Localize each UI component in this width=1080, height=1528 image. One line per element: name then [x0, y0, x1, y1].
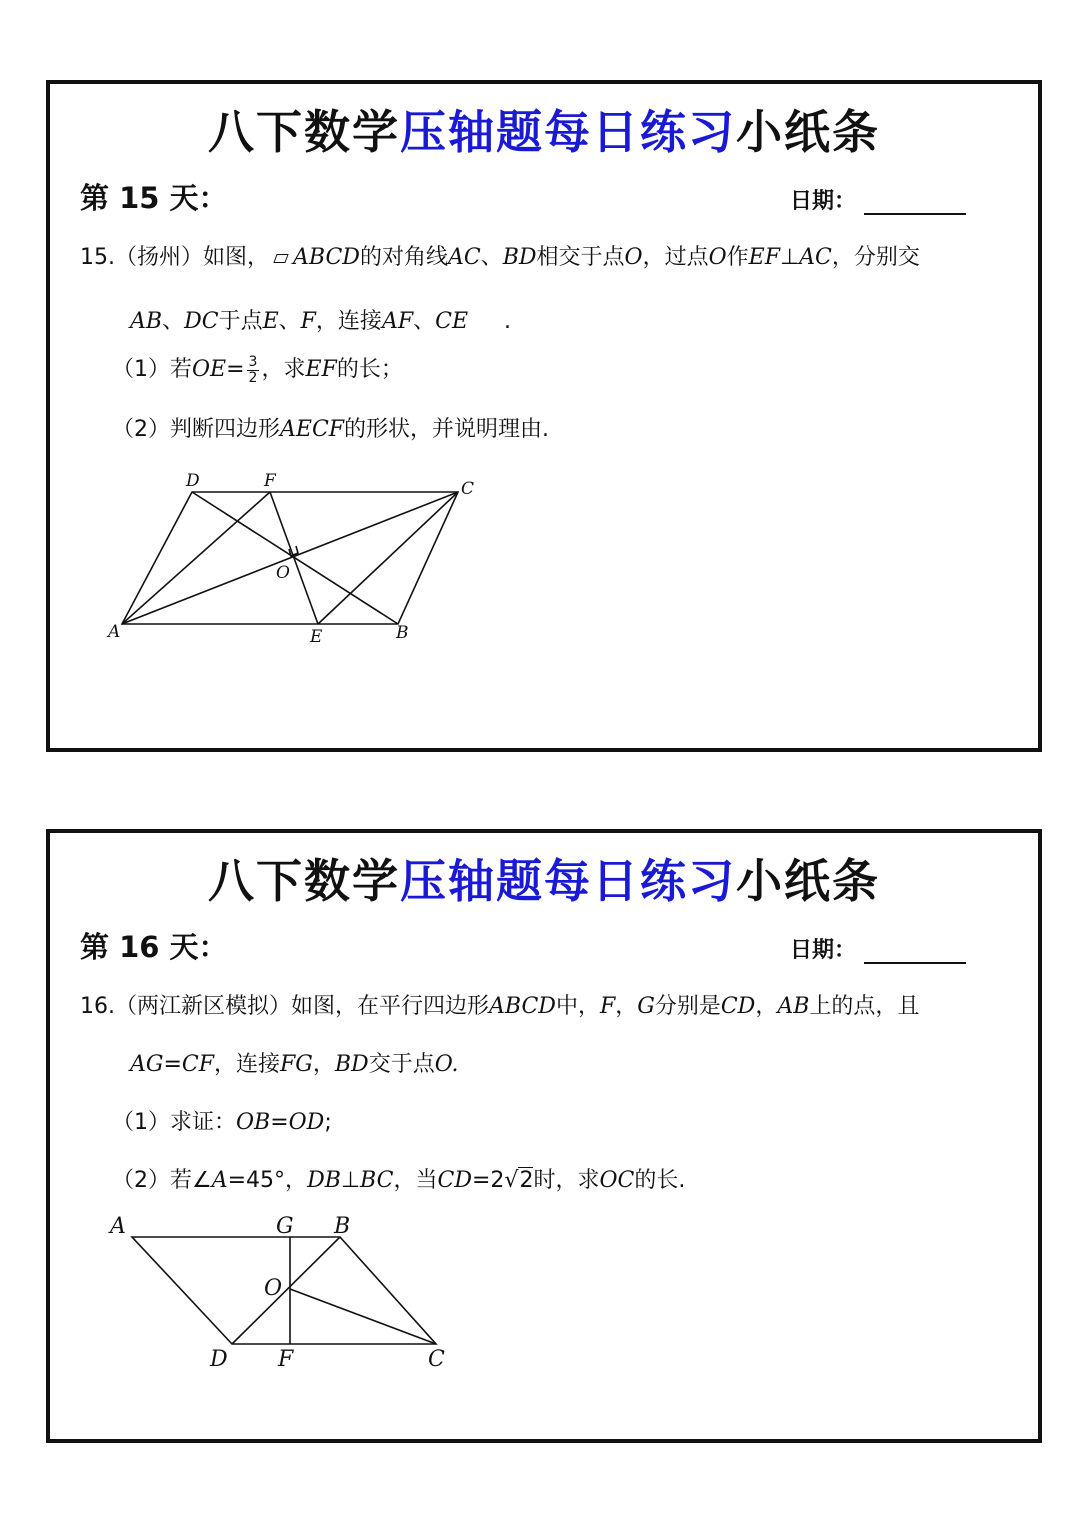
sqrt-sign: √	[504, 1168, 519, 1193]
day-label: 第 16 天：	[80, 930, 228, 964]
segment-CE	[318, 492, 458, 624]
date-field	[790, 184, 966, 215]
label-A: A	[108, 622, 121, 642]
exercise-card-day15	[46, 80, 1042, 752]
parallelogram-ABCD	[132, 1237, 436, 1344]
date-label: 日期：	[790, 189, 857, 214]
segment-EF	[270, 492, 318, 624]
title-part-black-end: 小纸条	[736, 105, 880, 159]
card-title	[50, 845, 1038, 911]
label-E: E	[310, 627, 323, 647]
label-C: C	[428, 1347, 445, 1372]
title-part-black-end: 小纸条	[736, 854, 880, 908]
fraction: $\frac{3}{2}$	[248, 353, 258, 386]
sub-question-2: （2）若∠A=45°，DB⊥BC，当CD=2√2时，求OC的长.	[112, 1168, 686, 1193]
label-F: F	[264, 471, 276, 491]
label-O: O	[264, 1276, 283, 1301]
parallelogram-icon	[273, 254, 288, 263]
question-line-2: AB、DC于点E、F，连接AF、CE .	[130, 309, 512, 334]
title-part-black: 八下数学	[208, 105, 400, 159]
label-B: B	[396, 623, 409, 643]
sub-question-1: （1）若OE= $\frac{3}{2}$ ，求EF的长；	[112, 353, 403, 386]
geometry-figure-16	[102, 1209, 502, 1379]
date-blank-line	[864, 191, 966, 215]
diagonal-BD	[232, 1237, 340, 1344]
question-line-1: 16.（两江新区模拟）如图，在平行四边形ABCD中，F，G分别是CD，AB上的点，且	[80, 994, 920, 1019]
label-C: C	[461, 479, 475, 499]
segment-OC	[290, 1289, 436, 1344]
question-line-1: 15.（扬州）如图， ABCD的对角线AC、BD相交于点O，过点O作EF⊥AC，分别交	[80, 245, 920, 270]
date-blank-line	[864, 940, 966, 964]
title-part-blue: 压轴题每日练习	[400, 854, 736, 908]
card-title	[50, 96, 1038, 162]
day-label: 第 15 天：	[80, 181, 228, 215]
segment-AF	[122, 492, 270, 624]
exercise-card-day16	[46, 829, 1042, 1443]
title-part-blue: 压轴题每日练习	[400, 105, 736, 159]
title-part-black: 八下数学	[208, 854, 400, 908]
label-B: B	[334, 1214, 351, 1239]
date-label: 日期：	[790, 938, 857, 963]
label-G: G	[276, 1214, 294, 1239]
label-D: D	[186, 471, 200, 491]
sub-question-2: （2）判断四边形AECF的形状，并说明理由.	[112, 417, 550, 442]
label-F: F	[278, 1347, 294, 1372]
sub-question-1: （1）求证：OB=OD;	[112, 1110, 332, 1135]
label-A: A	[110, 1214, 126, 1239]
geometry-figure-15	[102, 462, 502, 652]
label-O: O	[276, 563, 290, 583]
question-line-2: AG=CF，连接FG，BD交于点O.	[130, 1052, 459, 1077]
label-D: D	[210, 1347, 228, 1372]
date-field	[790, 933, 966, 964]
diagonal-BD	[192, 492, 398, 624]
